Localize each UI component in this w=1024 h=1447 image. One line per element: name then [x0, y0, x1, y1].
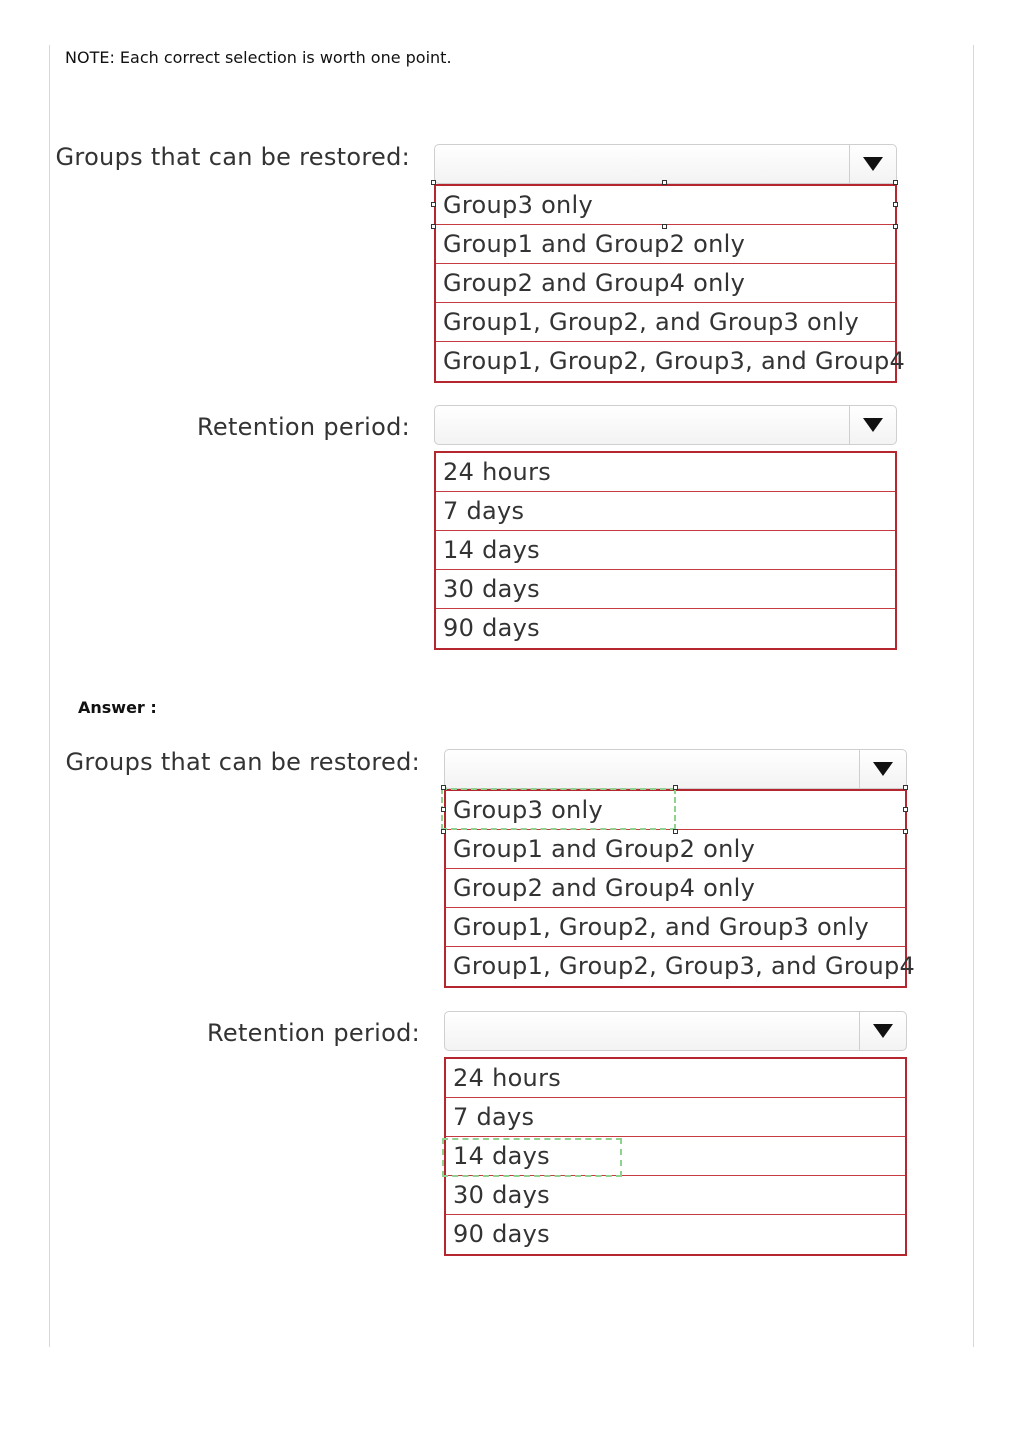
resize-handle: [673, 829, 678, 834]
resize-handle: [903, 829, 908, 834]
resize-handle: [431, 180, 436, 185]
answer-groups-label: Groups that can be restored:: [65, 748, 420, 776]
resize-handle: [662, 180, 667, 185]
resize-handle: [441, 785, 446, 790]
question-groups-option[interactable]: Group1 and Group2 only: [436, 225, 895, 264]
answer-retention-option[interactable]: 30 days: [446, 1176, 905, 1215]
question-groups-option[interactable]: Group2 and Group4 only: [436, 264, 895, 303]
answer-retention-option-selected[interactable]: 14 days: [446, 1137, 905, 1176]
question-groups-option[interactable]: Group3 only: [436, 186, 895, 225]
resize-handle: [893, 180, 898, 185]
answer-groups-option[interactable]: Group1 and Group2 only: [446, 830, 905, 869]
answer-groups-option[interactable]: Group1, Group2, and Group3 only: [446, 908, 905, 947]
question-retention-label: Retention period:: [197, 413, 410, 441]
answer-groups-options: [444, 789, 916, 988]
chevron-down-icon: [873, 1024, 893, 1038]
resize-handle: [662, 224, 667, 229]
answer-groups-option-selected[interactable]: Group3 only: [446, 791, 905, 830]
answer-retention-dropdown-toggle[interactable]: [859, 1012, 906, 1050]
resize-handle: [431, 202, 436, 207]
question-groups-label: Groups that can be restored:: [55, 143, 410, 171]
question-groups-dropdown[interactable]: [434, 144, 897, 184]
question-retention-option[interactable]: 7 days: [436, 492, 895, 531]
resize-handle: [893, 224, 898, 229]
question-retention-option[interactable]: 14 days: [436, 531, 895, 570]
question-retention-options: [434, 451, 897, 650]
question-groups-option[interactable]: Group1, Group2, and Group3 only: [436, 303, 895, 342]
note-text: NOTE: Each correct selection is worth one point.: [65, 48, 452, 67]
answer-groups-option[interactable]: Group1, Group2, Group3, and Group4: [453, 952, 916, 980]
question-groups-dropdown-toggle[interactable]: [849, 145, 896, 183]
chevron-down-icon: [873, 762, 893, 776]
resize-handle: [441, 829, 446, 834]
answer-retention-option[interactable]: 24 hours: [446, 1059, 905, 1098]
question-retention-dropdown[interactable]: [434, 405, 897, 445]
chevron-down-icon: [863, 418, 883, 432]
answer-groups-option[interactable]: Group2 and Group4 only: [446, 869, 905, 908]
answer-retention-label: Retention period:: [207, 1019, 420, 1047]
resize-handle: [893, 202, 898, 207]
chevron-down-icon: [863, 157, 883, 171]
question-retention-dropdown-toggle[interactable]: [849, 406, 896, 444]
answer-heading: Answer :: [78, 698, 157, 717]
answer-retention-option[interactable]: 90 days: [453, 1220, 550, 1248]
answer-groups-dropdown-toggle[interactable]: [859, 750, 906, 788]
question-groups-options: [434, 184, 906, 383]
answer-retention-options: [444, 1057, 907, 1256]
resize-handle: [441, 807, 446, 812]
resize-handle: [903, 785, 908, 790]
question-retention-option[interactable]: 90 days: [443, 614, 540, 642]
question-groups-option[interactable]: Group1, Group2, Group3, and Group4: [443, 347, 906, 375]
resize-handle: [673, 785, 678, 790]
answer-groups-dropdown[interactable]: [444, 749, 907, 789]
question-retention-option[interactable]: 24 hours: [436, 453, 895, 492]
answer-retention-dropdown[interactable]: [444, 1011, 907, 1051]
answer-retention-option[interactable]: 7 days: [446, 1098, 905, 1137]
resize-handle: [903, 807, 908, 812]
resize-handle: [431, 224, 436, 229]
question-retention-option[interactable]: 30 days: [436, 570, 895, 609]
